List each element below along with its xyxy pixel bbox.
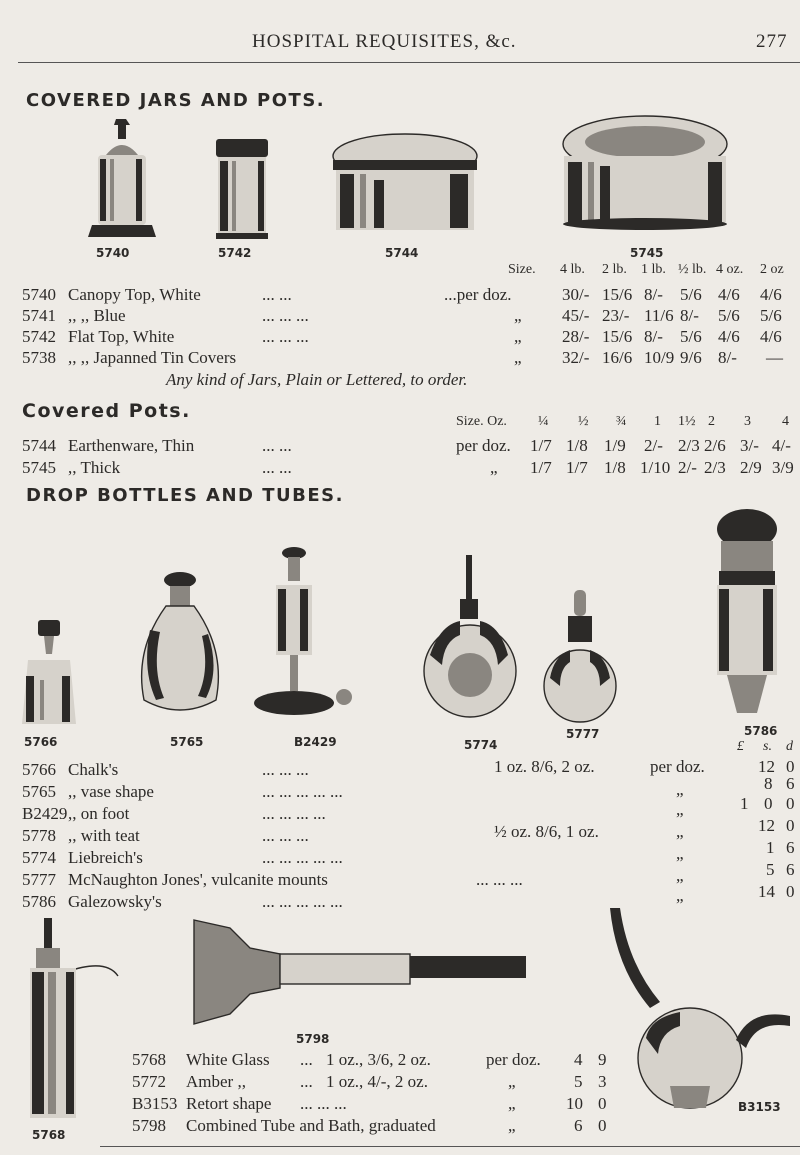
figure-label: 5774: [464, 738, 498, 752]
tube-illustration-5768: [26, 918, 126, 1128]
item-description: Canopy Top, White: [68, 285, 201, 304]
footer-rule: [100, 1146, 800, 1147]
price-pence: 0: [598, 1094, 607, 1113]
price-cell: 2/-: [678, 458, 697, 477]
price-cell: 4/6: [718, 285, 740, 304]
header-rule: [18, 62, 800, 63]
price-pence: 6: [786, 860, 795, 879]
pots-col-header: 3: [744, 414, 751, 429]
price-cell: 1/8: [604, 458, 626, 477]
price-cell: 5/6: [680, 285, 702, 304]
item-description: ,, with teat: [68, 826, 140, 845]
bottle-illustration-5765: [130, 570, 230, 730]
section-title-jars: COVERED JARS AND POTS.: [26, 90, 326, 111]
price-cell: 8/-: [680, 306, 699, 325]
price-cell: 1/7: [566, 458, 588, 477]
catalogue-number: B2429: [22, 804, 68, 823]
item-description: Flat Top, White: [68, 327, 175, 346]
item-description: Amber ,,: [186, 1072, 246, 1091]
leader-dots: ... ...: [262, 285, 292, 304]
currency-header: £: [737, 739, 744, 754]
leader-dots: ... ... ...: [476, 870, 523, 889]
bottle-illustration-5766: [14, 620, 82, 730]
unit-label: „: [676, 866, 684, 885]
figure-label: 5745: [630, 246, 664, 260]
unit-label: „: [514, 348, 522, 367]
price-cell: 9/6: [680, 348, 702, 367]
leader-dots: ... ... ...: [262, 826, 309, 845]
price-shillings: 5: [766, 860, 775, 879]
price-cell: 2/-: [644, 436, 663, 455]
pots-col-header: ¼: [538, 414, 549, 429]
price-cell: 2/3: [704, 458, 726, 477]
item-description: Retort shape: [186, 1094, 272, 1113]
pots-col-header: 4: [782, 414, 789, 429]
price-shillings: 4: [574, 1050, 583, 1069]
item-description: Liebreich's: [68, 848, 143, 867]
figure-label: 5744: [385, 246, 419, 260]
item-description: McNaughton Jones', vulcanite mounts: [68, 870, 328, 889]
price-pence: 9: [598, 1050, 607, 1069]
currency-header: s.: [763, 739, 772, 754]
item-description: ,, ,, Blue: [68, 306, 126, 325]
price-pence: 0: [786, 757, 795, 776]
jar-illustration-5744: [330, 130, 480, 240]
catalogue-number: 5738: [22, 348, 56, 367]
price-pounds: 1: [740, 794, 749, 813]
leader-dots: ... ... ...: [262, 327, 309, 346]
price-cell: 30/-: [562, 285, 590, 304]
catalogue-number: 5744: [22, 436, 56, 455]
price-cell: 8/-: [644, 327, 663, 346]
jars-col-header: 2 lb.: [602, 262, 627, 277]
currency-header: d: [786, 739, 793, 754]
price-cell: 1/10: [640, 458, 671, 477]
catalogue-number: 5765: [22, 782, 56, 801]
price-cell: 1/9: [604, 436, 626, 455]
catalogue-number: 5766: [22, 760, 56, 779]
pots-col-header: ½: [578, 414, 589, 429]
price-cell: 15/6: [602, 327, 633, 346]
price-cell: 1/8: [566, 436, 588, 455]
bottle-illustration-5777: [540, 590, 620, 730]
jars-col-header: 4 oz.: [716, 262, 744, 277]
item-description: ,, on foot: [68, 804, 130, 823]
price-shillings: 10: [566, 1094, 583, 1113]
price-cell: 8/-: [644, 285, 663, 304]
price-cell: 11/6: [644, 306, 674, 325]
jars-col-header: 4 lb.: [560, 262, 585, 277]
item-description: Chalk's: [68, 760, 119, 779]
running-head: HOSPITAL REQUISITES, &c.: [252, 31, 517, 52]
item-description: ,, Thick: [68, 458, 121, 477]
price-cell: 45/-: [562, 306, 590, 325]
jars-note: Any kind of Jars, Plain or Lettered, to order.: [166, 370, 468, 389]
leader-dots: ... ... ... ... ...: [262, 848, 343, 867]
catalogue-number: 5768: [132, 1050, 166, 1069]
pots-col-header: ¾: [616, 414, 627, 429]
unit-label: „: [514, 306, 522, 325]
tube-illustration-5798: [190, 918, 530, 1028]
size-price: 1 oz., 4/-, 2 oz.: [326, 1072, 428, 1091]
price-cell: 32/-: [562, 348, 590, 367]
figure-label: B3153: [738, 1100, 781, 1114]
price-cell: 23/-: [602, 306, 630, 325]
jars-col-header: ½ lb.: [678, 262, 707, 277]
leader-dots: ...: [300, 1072, 313, 1091]
price-cell: 3/9: [772, 458, 794, 477]
price-pence: 0: [786, 882, 795, 901]
price-cell: —: [766, 348, 783, 367]
leader-dots: ... ... ... ... ...: [262, 782, 343, 801]
figure-label: B2429: [294, 735, 337, 749]
unit-label: „: [676, 800, 684, 819]
jars-col-header: 2 oz: [760, 262, 784, 277]
unit-label: „: [676, 780, 684, 799]
figure-label: 5777: [566, 727, 600, 741]
bottle-illustration-5786: [705, 505, 789, 720]
price-shillings: 6: [574, 1116, 583, 1135]
unit-label: „: [514, 327, 522, 346]
section-title-pots: Covered Pots.: [22, 400, 191, 422]
bottle-illustration-B2429: [248, 545, 358, 725]
item-description: Earthenware, Thin: [68, 436, 195, 455]
item-description: Galezowsky's: [68, 892, 162, 911]
pots-col-header: 1: [654, 414, 661, 429]
unit-label: „: [676, 822, 684, 841]
tube-illustration-B3153: [590, 908, 795, 1123]
catalogue-number: 5745: [22, 458, 56, 477]
figure-label: 5798: [296, 1032, 330, 1046]
pots-col-header: 2: [708, 414, 715, 429]
leader-dots: ... ... ... ...: [262, 804, 326, 823]
item-description: Combined Tube and Bath, graduated: [186, 1116, 436, 1135]
price-pence: 0: [786, 794, 795, 813]
unit-label: per doz.: [486, 1050, 541, 1069]
price-cell: 5/6: [718, 306, 740, 325]
catalogue-number: 5740: [22, 285, 56, 304]
pots-col-header: 1½: [678, 414, 696, 429]
catalogue-number: 5774: [22, 848, 56, 867]
price-cell: 1/7: [530, 436, 552, 455]
leader-dots: ... ... ...: [300, 1094, 347, 1113]
catalogue-number: 5772: [132, 1072, 166, 1091]
price-shillings: 8: [764, 774, 773, 793]
leader-dots: ... ... ...: [262, 760, 309, 779]
price-cell: 4/-: [772, 436, 791, 455]
catalogue-number: 5778: [22, 826, 56, 845]
catalogue-number: B3153: [132, 1094, 178, 1113]
price-cell: 2/3: [678, 436, 700, 455]
catalogue-number: 5777: [22, 870, 56, 889]
size-price: 1 oz. 8/6, 2 oz.: [494, 757, 595, 776]
price-cell: 4/6: [718, 327, 740, 346]
price-cell: 5/6: [680, 327, 702, 346]
price-cell: 10/9: [644, 348, 675, 367]
unit-label: per doz.: [456, 436, 511, 455]
unit-label: per doz.: [650, 757, 705, 776]
price-shillings: 5: [574, 1072, 583, 1091]
jar-illustration-5742: [212, 135, 272, 245]
item-description: ,, vase shape: [68, 782, 154, 801]
jar-illustration-5745: [560, 112, 730, 240]
leader-dots: ... ... ... ... ...: [262, 892, 343, 911]
leader-dots: ... ... ...: [262, 306, 309, 325]
figure-label: 5768: [32, 1128, 66, 1142]
jar-illustration-5740: [86, 115, 158, 245]
catalogue-number: 5741: [22, 306, 56, 325]
pots-col-header: Size. Oz.: [456, 414, 507, 429]
leader-dots: ... ...: [262, 458, 292, 477]
price-cell: 28/-: [562, 327, 590, 346]
price-shillings: 1: [766, 838, 775, 857]
price-shillings: 14: [758, 882, 775, 901]
figure-label: 5740: [96, 246, 130, 260]
figure-label: 5786: [744, 724, 778, 738]
leader-dots: ...: [300, 1050, 313, 1069]
size-price: ½ oz. 8/6, 1 oz.: [494, 822, 599, 841]
catalogue-number: 5786: [22, 892, 56, 911]
unit-label: „: [676, 844, 684, 863]
price-cell: 2/6: [704, 436, 726, 455]
leader-dots: ... ...: [262, 436, 292, 455]
bottle-illustration-5774: [420, 555, 520, 725]
catalogue-number: 5798: [132, 1116, 166, 1135]
figure-label: 5766: [24, 735, 58, 749]
unit-label: „: [676, 886, 684, 905]
price-cell: 2/9: [740, 458, 762, 477]
price-shillings: 12: [758, 816, 775, 835]
price-pence: 3: [598, 1072, 607, 1091]
price-pence: 6: [786, 838, 795, 857]
price-pence: 6: [786, 774, 795, 793]
price-cell: 16/6: [602, 348, 633, 367]
jars-col-header: 1 lb.: [641, 262, 666, 277]
price-cell: 3/-: [740, 436, 759, 455]
price-cell: 5/6: [760, 306, 782, 325]
price-cell: 8/-: [718, 348, 737, 367]
size-price: 1 oz., 3/6, 2 oz.: [326, 1050, 431, 1069]
price-pence: 0: [598, 1116, 607, 1135]
price-pence: 0: [786, 816, 795, 835]
unit-label: „: [490, 458, 498, 477]
unit-label: „: [508, 1072, 516, 1091]
price-shillings: 0: [764, 794, 773, 813]
figure-label: 5742: [218, 246, 252, 260]
price-cell: 1/7: [530, 458, 552, 477]
price-cell: 4/6: [760, 285, 782, 304]
price-cell: 4/6: [760, 327, 782, 346]
unit-label: „: [508, 1116, 516, 1135]
jars-col-header: Size.: [508, 262, 536, 277]
unit-label: ...per doz.: [444, 285, 512, 304]
figure-label: 5765: [170, 735, 204, 749]
unit-label: „: [508, 1094, 516, 1113]
page-number: 277: [756, 31, 788, 52]
price-shillings: 12: [758, 757, 775, 776]
price-cell: 15/6: [602, 285, 633, 304]
catalogue-number: 5742: [22, 327, 56, 346]
item-description: White Glass: [186, 1050, 270, 1069]
item-description: ,, ,, Japanned Tin Covers: [68, 348, 237, 367]
section-title-drop-bottles: DROP BOTTLES AND TUBES.: [26, 485, 344, 506]
